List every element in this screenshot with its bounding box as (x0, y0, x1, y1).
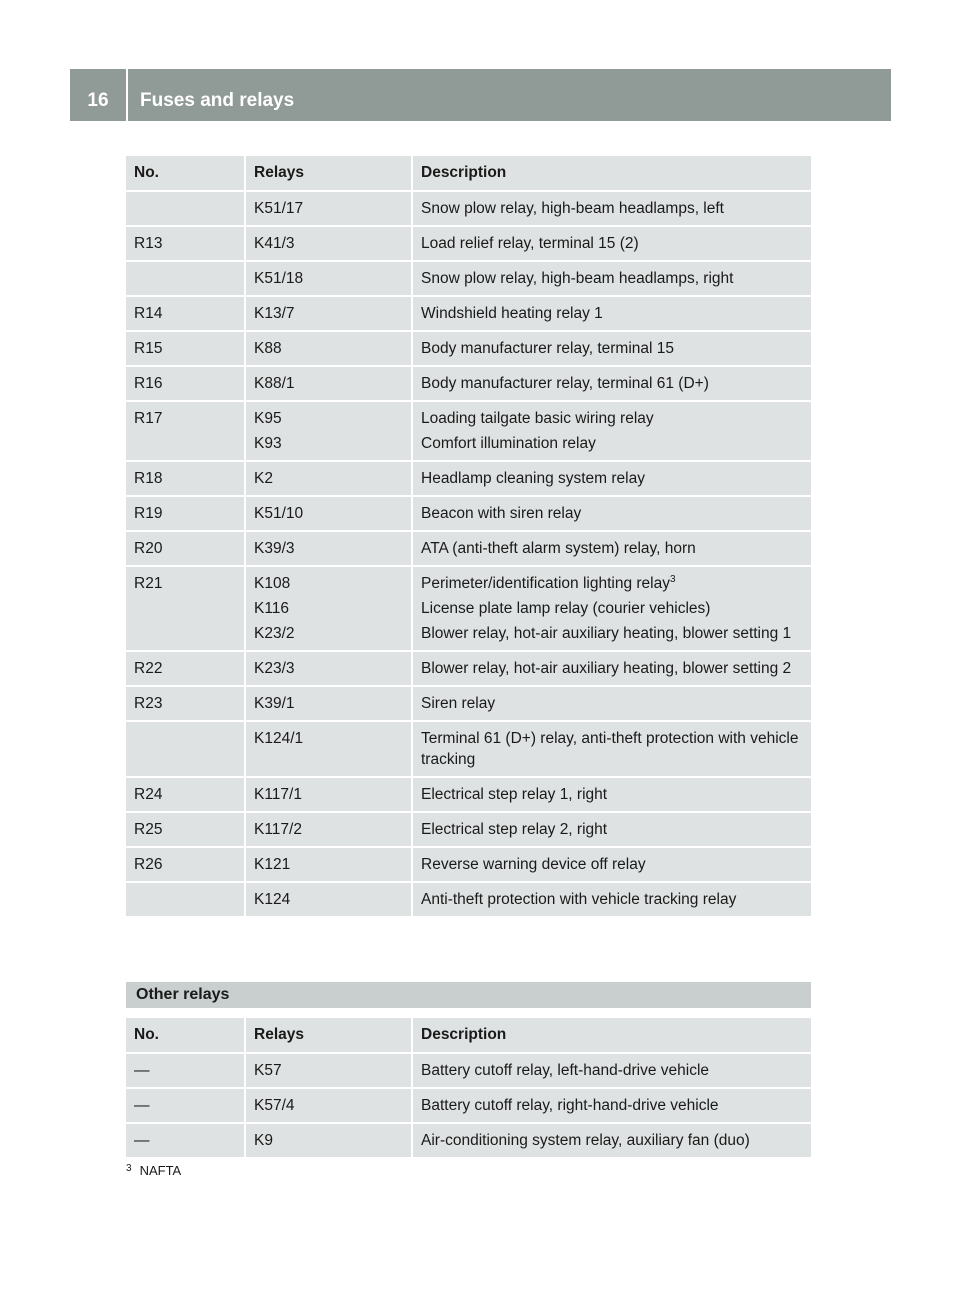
cell-relays (245, 296, 412, 331)
table-row (126, 296, 811, 331)
cell-description-text: Siren relay (421, 695, 496, 712)
cell-no-text: — (134, 1132, 150, 1149)
cell-no-text: R19 (134, 505, 163, 522)
cell-relays (245, 226, 412, 261)
cell-description-line (421, 468, 803, 489)
cell-relays (245, 366, 412, 401)
cell-no-line (134, 693, 236, 714)
cell-description-line (421, 338, 803, 359)
cell-description (412, 226, 811, 261)
cell-description-line (421, 623, 803, 644)
cell-description-line (421, 728, 803, 770)
cell-description-text: Terminal 61 (D+) relay, anti-theft protection with vehicle tracking (421, 730, 799, 768)
cell-no-text: — (134, 1062, 150, 1079)
cell-description-text: Beacon with siren relay (421, 505, 582, 522)
cell-relays-text: K124/1 (254, 730, 304, 747)
cell-no-text: R15 (134, 340, 163, 357)
cell-relays-text: K108 (254, 575, 291, 592)
table-row (126, 1123, 811, 1158)
cell-no-line (134, 468, 236, 489)
cell-description-line (421, 658, 803, 679)
relays-table-body (126, 191, 811, 917)
footnote-mark: 3 (126, 1163, 132, 1174)
cell-description (412, 461, 811, 496)
cell-relays (245, 261, 412, 296)
table-row (126, 461, 811, 496)
cell-relays (245, 721, 412, 777)
cell-no (126, 401, 245, 461)
cell-description (412, 1053, 811, 1088)
cell-description-text: License plate lamp relay (courier vehicles) (421, 600, 711, 617)
cell-relays (245, 777, 412, 812)
footnote-text: NAFTA (139, 1163, 182, 1178)
cell-description-text: Anti-theft protection with vehicle tracking relay (421, 891, 737, 908)
cell-description (412, 496, 811, 531)
cell-relays-text: K57 (254, 1062, 282, 1079)
cell-no-line (134, 854, 236, 875)
cell-description-line (421, 693, 803, 714)
cell-no-line (134, 408, 236, 429)
column-header-description: Description (412, 155, 811, 191)
cell-description (412, 331, 811, 366)
cell-relays-text: K23/2 (254, 625, 295, 642)
cell-relays-text: K124 (254, 891, 291, 908)
cell-description (412, 261, 811, 296)
cell-relays-text: K93 (254, 435, 282, 452)
cell-description-line (421, 198, 803, 219)
cell-no-text: R16 (134, 375, 163, 392)
cell-relays (245, 401, 412, 461)
cell-relays-line (254, 1060, 403, 1081)
table-row (126, 496, 811, 531)
table-row (126, 191, 811, 226)
cell-no-line (134, 1060, 236, 1081)
cell-description-text: Blower relay, hot-air auxiliary heating, blower setting 1 (421, 625, 792, 642)
cell-no-text: R26 (134, 856, 163, 873)
cell-no-line (134, 538, 236, 559)
cell-relays-line (254, 819, 403, 840)
other-relays-table (126, 1016, 811, 1159)
cell-no-text: R17 (134, 410, 163, 427)
cell-no-text: R18 (134, 470, 163, 487)
table-row (126, 261, 811, 296)
table-row (126, 401, 811, 461)
cell-description-text: Battery cutoff relay, left-hand-drive vehicle (421, 1062, 710, 1079)
cell-relays-line (254, 1130, 403, 1151)
cell-description (412, 651, 811, 686)
cell-relays-line (254, 373, 403, 394)
cell-relays (245, 531, 412, 566)
cell-no-line (134, 784, 236, 805)
cell-description-text: Battery cutoff relay, right-hand-drive vehicle (421, 1097, 719, 1114)
cell-no (126, 531, 245, 566)
cell-relays (245, 461, 412, 496)
cell-relays-text: K13/7 (254, 305, 295, 322)
cell-description-line (421, 854, 803, 875)
table-row (126, 777, 811, 812)
cell-description (412, 812, 811, 847)
table-row (126, 1053, 811, 1088)
cell-description-line (421, 268, 803, 289)
cell-no (126, 882, 245, 917)
cell-relays (245, 651, 412, 686)
cell-relays (245, 1053, 412, 1088)
cell-relays-line (254, 889, 403, 910)
cell-relays-text: K51/17 (254, 200, 304, 217)
cell-no (126, 686, 245, 721)
cell-no-text: R24 (134, 786, 163, 803)
cell-relays-line (254, 303, 403, 324)
cell-no-text: R21 (134, 575, 163, 592)
cell-relays-line (254, 573, 403, 594)
table-row (126, 531, 811, 566)
column-header-no: No. (126, 1017, 245, 1053)
cell-description (412, 531, 811, 566)
cell-no (126, 777, 245, 812)
cell-no (126, 261, 245, 296)
cell-relays-text: K88 (254, 340, 282, 357)
cell-description-line (421, 538, 803, 559)
relays-table (126, 154, 811, 918)
cell-description-text: Air-conditioning system relay, auxiliary fan (duo) (421, 1132, 750, 1149)
cell-no-text: R22 (134, 660, 163, 677)
cell-description-text: Snow plow relay, high-beam headlamps, right (421, 270, 734, 287)
cell-relays-text: K121 (254, 856, 291, 873)
cell-relays-line (254, 338, 403, 359)
cell-no-text: R20 (134, 540, 163, 557)
table-header-row (126, 155, 811, 191)
cell-description-line (421, 889, 803, 910)
cell-relays-line (254, 728, 403, 749)
cell-relays-text: K95 (254, 410, 282, 427)
cell-description-line (421, 573, 803, 594)
cell-description-line (421, 433, 803, 454)
cell-relays-line (254, 433, 403, 454)
cell-relays-line (254, 693, 403, 714)
cell-relays-text: K41/3 (254, 235, 295, 252)
cell-description-text: Reverse warning device off relay (421, 856, 646, 873)
cell-no (126, 812, 245, 847)
cell-description (412, 847, 811, 882)
cell-description-text: Blower relay, hot-air auxiliary heating, blower setting 2 (421, 660, 792, 677)
cell-no (126, 331, 245, 366)
cell-no (126, 296, 245, 331)
cell-description (412, 686, 811, 721)
cell-description-line (421, 1095, 803, 1116)
cell-no-text: R25 (134, 821, 163, 838)
cell-relays-line (254, 503, 403, 524)
cell-description-line (421, 1130, 803, 1151)
cell-no (126, 566, 245, 651)
cell-description-line (421, 408, 803, 429)
cell-description-line (421, 819, 803, 840)
cell-relays (245, 496, 412, 531)
cell-relays-line (254, 658, 403, 679)
page-header (70, 69, 891, 121)
cell-no-line (134, 1130, 236, 1151)
cell-description-line (421, 303, 803, 324)
header-divider (126, 69, 128, 121)
cell-no-line (134, 303, 236, 324)
table-row (126, 721, 811, 777)
cell-relays (245, 1088, 412, 1123)
table-row (126, 366, 811, 401)
cell-relays-text: K116 (254, 600, 290, 617)
table-row (126, 331, 811, 366)
cell-relays-text: K39/1 (254, 695, 295, 712)
cell-no (126, 226, 245, 261)
cell-relays-line (254, 233, 403, 254)
cell-relays (245, 847, 412, 882)
cell-description (412, 777, 811, 812)
cell-description-line (421, 1060, 803, 1081)
cell-description-text: Body manufacturer relay, terminal 15 (421, 340, 674, 357)
column-header-relays: Relays (245, 155, 412, 191)
cell-no (126, 461, 245, 496)
cell-no-line (134, 503, 236, 524)
cell-no (126, 1123, 245, 1158)
cell-description-text: Body manufacturer relay, terminal 61 (D+) (421, 375, 709, 392)
cell-relays-text: K57/4 (254, 1097, 295, 1114)
cell-relays (245, 331, 412, 366)
table-row (126, 812, 811, 847)
cell-no (126, 1088, 245, 1123)
cell-description-text: Snow plow relay, high-beam headlamps, left (421, 200, 724, 217)
cell-no (126, 721, 245, 777)
cell-description-text: Perimeter/identification lighting relay (421, 575, 670, 592)
cell-no-line (134, 573, 236, 594)
cell-description (412, 401, 811, 461)
table-row (126, 566, 811, 651)
table-row (126, 882, 811, 917)
cell-relays-line (254, 268, 403, 289)
table-row (126, 226, 811, 261)
table-row (126, 1088, 811, 1123)
cell-no (126, 496, 245, 531)
column-header-relays: Relays (245, 1017, 412, 1053)
cell-no (126, 847, 245, 882)
table-row (126, 651, 811, 686)
cell-description-text: Headlamp cleaning system relay (421, 470, 645, 487)
cell-description-text: Loading tailgate basic wiring relay (421, 410, 654, 427)
cell-relays-text: K88/1 (254, 375, 295, 392)
cell-no (126, 366, 245, 401)
cell-description-text: Comfort illumination relay (421, 435, 596, 452)
table-header-row (126, 1017, 811, 1053)
cell-relays-line (254, 623, 403, 644)
cell-no-text: R14 (134, 305, 163, 322)
cell-relays-text: K117/2 (254, 821, 302, 838)
cell-relays-text: K39/3 (254, 540, 295, 557)
cell-no-text: R13 (134, 235, 163, 252)
table-row (126, 686, 811, 721)
cell-description-text: ATA (anti-theft alarm system) relay, horn (421, 540, 696, 557)
cell-description (412, 882, 811, 917)
cell-description (412, 191, 811, 226)
cell-relays-text: K117/1 (254, 786, 302, 803)
page-number: 16 (87, 90, 109, 111)
other-relays-table-body (126, 1053, 811, 1158)
cell-description-line (421, 784, 803, 805)
table-row (126, 847, 811, 882)
cell-description (412, 1123, 811, 1158)
cell-description-line (421, 598, 803, 619)
cell-no-text: R23 (134, 695, 163, 712)
footnote (126, 1163, 181, 1178)
cell-description-text: Electrical step relay 1, right (421, 786, 608, 803)
cell-relays-text: K51/18 (254, 270, 304, 287)
cell-description (412, 296, 811, 331)
cell-relays-text: K51/10 (254, 505, 304, 522)
cell-description (412, 721, 811, 777)
cell-relays-line (254, 784, 403, 805)
footnote-reference: 3 (669, 573, 676, 585)
cell-relays-line (254, 1095, 403, 1116)
cell-description-text: Electrical step relay 2, right (421, 821, 608, 838)
cell-no-line (134, 338, 236, 359)
cell-description-line (421, 233, 803, 254)
cell-relays-line (254, 598, 403, 619)
cell-description (412, 366, 811, 401)
cell-relays-text: K2 (254, 470, 273, 487)
cell-description (412, 1088, 811, 1123)
column-header-description: Description (412, 1017, 811, 1053)
cell-no-line (134, 658, 236, 679)
cell-relays (245, 1123, 412, 1158)
cell-description-text: Load relief relay, terminal 15 (2) (421, 235, 639, 252)
other-relays-heading-text: Other relays (136, 986, 230, 1003)
cell-description (412, 566, 811, 651)
section-title: Fuses and relays (140, 90, 295, 111)
cell-no-line (134, 373, 236, 394)
cell-description-line (421, 373, 803, 394)
cell-relays (245, 566, 412, 651)
cell-description-line (421, 503, 803, 524)
cell-relays-text: K23/3 (254, 660, 295, 677)
cell-relays (245, 686, 412, 721)
column-header-no: No. (126, 155, 245, 191)
cell-relays (245, 882, 412, 917)
cell-relays-text: K9 (254, 1132, 273, 1149)
cell-no (126, 1053, 245, 1088)
cell-relays-line (254, 408, 403, 429)
cell-relays (245, 812, 412, 847)
cell-no-line (134, 1095, 236, 1116)
cell-relays-line (254, 468, 403, 489)
cell-no (126, 191, 245, 226)
cell-relays-line (254, 854, 403, 875)
cell-relays (245, 191, 412, 226)
cell-no-text: — (134, 1097, 150, 1114)
cell-no-line (134, 819, 236, 840)
cell-relays-line (254, 198, 403, 219)
cell-relays-line (254, 538, 403, 559)
other-relays-heading (126, 982, 811, 1008)
cell-no (126, 651, 245, 686)
cell-no-line (134, 233, 236, 254)
cell-description-text: Windshield heating relay 1 (421, 305, 603, 322)
